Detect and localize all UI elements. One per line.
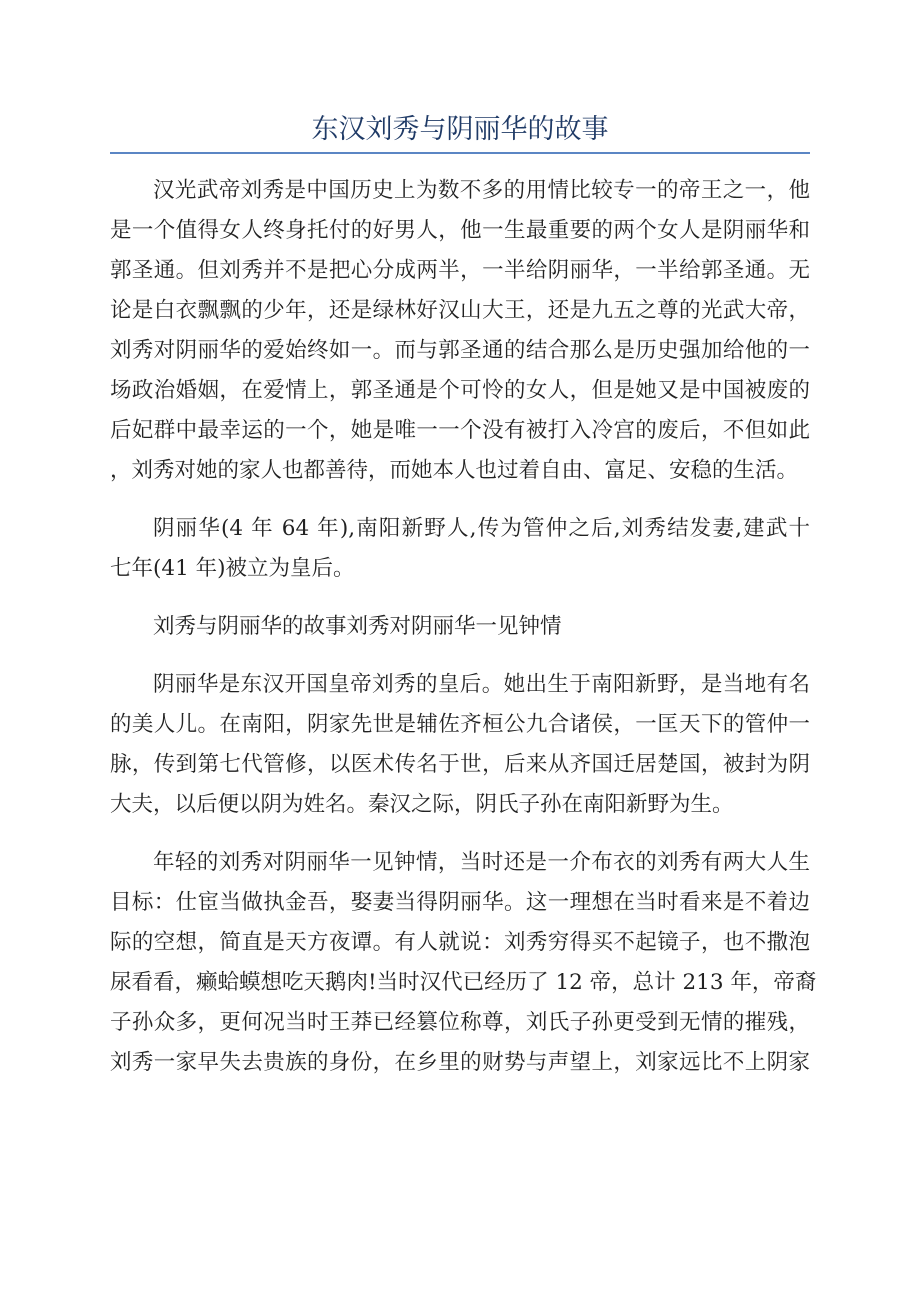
text-line: 是一个值得女人终身托付的好男人，他一生最重要的两个女人是阴丽华和 <box>110 218 810 243</box>
text-line: 刘秀一家早失去贵族的身份，在乡里的财势与声望上，刘家远比不上阴家 <box>110 1050 810 1075</box>
text-line: 七年(41 年)被立为皇后。 <box>110 556 355 581</box>
paragraph <box>110 665 810 825</box>
text-line: ，刘秀对她的家人也都善待，而她本人也过着自由、富足、安稳的生活。 <box>110 458 799 483</box>
title-divider <box>110 152 810 154</box>
text-line: 际的空想，简直是天方夜谭。有人就说：刘秀穷得买不起镜子，也不撒泡 <box>110 930 810 955</box>
text-line: 脉，传到第七代管修，以医术传名于世，后来从齐国迁居楚国，被封为阴 <box>110 752 810 777</box>
text-line: 刘秀与阴丽华的故事刘秀对阴丽华一见钟情 <box>153 614 562 639</box>
text-line: 刘秀对阴丽华的爱始终如一。而与郭圣通的结合那么是历史强加给他的一 <box>110 338 810 363</box>
paragraph <box>110 509 810 589</box>
text-line: 郭圣通。但刘秀并不是把心分成两半，一半给阴丽华，一半给郭圣通。无 <box>110 258 810 283</box>
text-line: 尿看看，癞蛤蟆想吃天鹅肉!当时汉代已经历了 12 帝，总计 213 年，帝裔 <box>110 970 817 995</box>
document-body <box>110 171 817 1101</box>
text-line: 目标：仕宦当做执金吾，娶妻当得阴丽华。这一理想在当时看来是不着边 <box>110 890 810 915</box>
text-line: 后妃群中最幸运的一个，她是唯一一个没有被打入冷宫的废后，不但如此 <box>110 418 810 443</box>
paragraph <box>110 607 810 647</box>
text-line: 阴丽华是东汉开国皇帝刘秀的皇后。她出生于南阳新野，是当地有名 <box>153 672 810 697</box>
paragraph <box>110 171 810 491</box>
text-line: 年轻的刘秀对阴丽华一见钟情，当时还是一介布衣的刘秀有两大人生 <box>153 850 810 875</box>
text-line: 阴丽华(4 年 64 年),南阳新野人,传为管仲之后,刘秀结发妻,建武十 <box>153 516 810 541</box>
text-line: 汉光武帝刘秀是中国历史上为数不多的用情比较专一的帝王之一，他 <box>153 178 810 203</box>
paragraph <box>110 843 817 1083</box>
text-line: 的美人儿。在南阳，阴家先世是辅佐齐桓公九合诸侯，一匡天下的管仲一 <box>110 712 810 737</box>
text-line: 子孙众多，更何况当时王莽已经篡位称尊，刘氏子孙更受到无情的摧残， <box>110 1010 810 1035</box>
text-line: 大夫，以后便以阴为姓名。秦汉之际，阴氏子孙在南阳新野为生。 <box>110 792 734 817</box>
document-title: 东汉刘秀与阴丽华的故事 <box>311 114 609 145</box>
text-line: 论是白衣飘飘的少年，还是绿林好汉山大王，还是九五之尊的光武大帝， <box>110 298 810 323</box>
text-line: 场政治婚姻，在爱情上，郭圣通是个可怜的女人，但是她又是中国被废的 <box>110 378 810 403</box>
